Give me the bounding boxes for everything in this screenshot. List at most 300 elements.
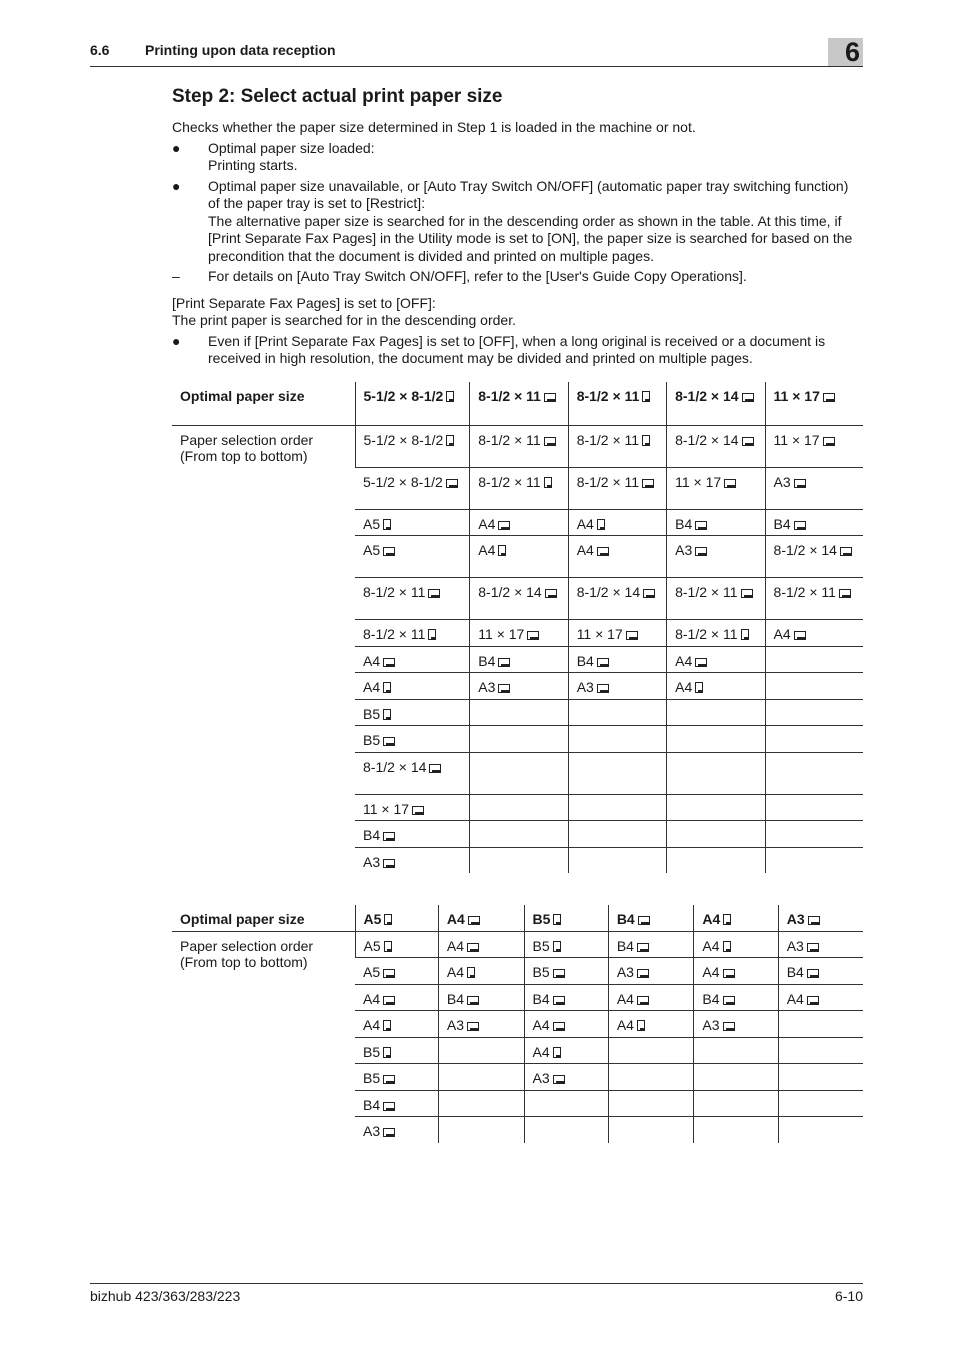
paper-size-text: A4 [446, 964, 465, 980]
portrait-paper-icon [642, 391, 650, 402]
paper-size-text: B4 [786, 964, 804, 980]
table-cell [667, 794, 765, 821]
paper-size-text: 8-1/2 × 11 [478, 431, 541, 448]
bullet-marker: ● [172, 177, 181, 194]
table-cell [694, 1064, 778, 1091]
table-cell [355, 821, 470, 848]
landscape-paper-icon [695, 547, 707, 556]
table-cell [568, 509, 666, 536]
paper-size-text: A3 [616, 964, 634, 980]
landscape-paper-icon [467, 943, 479, 952]
paper-size-text: A4 [675, 679, 693, 695]
table-header-row [172, 382, 863, 426]
landscape-paper-icon [742, 393, 754, 402]
paper-size-text: A4 [478, 515, 496, 532]
paper-size-text: A3 [478, 679, 496, 695]
paper-size-text: B5 [532, 964, 550, 980]
table-cell [470, 620, 568, 647]
column-header [568, 382, 666, 426]
table-cell [667, 821, 765, 848]
table-cell [524, 1117, 608, 1143]
column-header [470, 382, 568, 426]
column-header [524, 905, 608, 931]
table-cell [667, 509, 765, 536]
paper-size-text: A3 [576, 679, 594, 695]
table-cell [694, 984, 778, 1011]
off-note-line: The print paper is searched for in the descending order. [172, 312, 516, 328]
paper-size-text: A4 [532, 1017, 550, 1033]
table-cell [765, 794, 863, 821]
table-cell [355, 467, 470, 509]
paper-size-text: 11 × 17 [773, 431, 820, 448]
paper-size-text: A4 [478, 542, 496, 558]
table-cell [667, 467, 765, 509]
table-cell [470, 726, 568, 753]
landscape-paper-icon [695, 658, 707, 667]
landscape-paper-icon [626, 631, 638, 640]
paper-size-text: A3 [363, 853, 381, 870]
portrait-paper-icon [741, 629, 749, 640]
column-header [765, 382, 863, 426]
landscape-paper-icon [723, 969, 735, 978]
table-cell [355, 536, 470, 578]
portrait-paper-icon [553, 914, 561, 925]
landscape-paper-icon [794, 521, 806, 530]
chapter-number: 6 [844, 37, 860, 67]
portrait-paper-icon [446, 435, 454, 446]
table-cell [355, 984, 438, 1011]
paper-size-text: B5 [363, 1043, 381, 1060]
landscape-paper-icon [807, 943, 819, 952]
paper-size-text: A3 [702, 1017, 720, 1033]
optimal-size-header: Optimal paper size [172, 905, 355, 931]
paper-size-text: A3 [786, 911, 805, 927]
landscape-paper-icon [412, 806, 424, 815]
paper-order-table-2 [172, 905, 863, 1143]
table-row [172, 425, 863, 467]
landscape-paper-icon [794, 631, 806, 640]
table-cell [568, 821, 666, 848]
table-cell [778, 1117, 863, 1143]
off-note-line: [Print Separate Fax Pages] is set to [OFF]: [172, 294, 436, 311]
paper-size-text: B5 [363, 705, 381, 722]
table-cell [694, 1011, 778, 1038]
paper-size-text: B4 [576, 652, 594, 669]
landscape-paper-icon [741, 589, 753, 598]
table-cell [524, 1064, 608, 1091]
landscape-paper-icon [553, 969, 565, 978]
column-header [778, 905, 863, 931]
table-cell [568, 536, 666, 578]
landscape-paper-icon [383, 1075, 395, 1084]
landscape-paper-icon [840, 547, 852, 556]
table-cell [765, 726, 863, 753]
table-cell [568, 794, 666, 821]
paper-size-text: A4 [702, 937, 720, 954]
table-cell [470, 752, 568, 794]
table-cell [667, 425, 765, 467]
paper-size-text: A5 [363, 515, 381, 532]
table-cell [667, 620, 765, 647]
table-cell [355, 931, 438, 958]
landscape-paper-icon [823, 437, 835, 446]
bullet-line: The alternative paper size is searched for in the descending order as shown in the table. At this time, if [Print Separate Fax Pages] in the Utility mode is set to [ON], the paper size is searched for based on the precondition that the document is divided and printed on multiple pages. [208, 212, 853, 264]
landscape-paper-icon [553, 1022, 565, 1031]
landscape-paper-icon [383, 658, 395, 667]
portrait-paper-icon [383, 1047, 391, 1058]
page-title: Step 2: Select actual print paper size [172, 86, 503, 107]
landscape-paper-icon [597, 547, 609, 556]
paper-size-text: A4 [675, 652, 693, 669]
bullet-line: Optimal paper size loaded: [208, 139, 375, 156]
table-cell [470, 578, 568, 620]
paper-size-text: A4 [616, 1017, 634, 1033]
table-cell [778, 1064, 863, 1091]
table-cell [694, 958, 778, 985]
table-cell [470, 847, 568, 873]
table-cell [568, 726, 666, 753]
landscape-paper-icon [383, 1128, 395, 1137]
paper-size-text: 8-1/2 × 11 [478, 473, 541, 490]
table-cell [568, 425, 666, 467]
paper-size-text: 5-1/2 × 8-1/2 [363, 473, 443, 490]
footer-model: bizhub 423/363/283/223 [90, 1288, 241, 1304]
paper-size-text: B4 [675, 515, 693, 532]
bullet-line: Even if [Print Separate Fax Pages] is set to [OFF], when a long original is received or a document is received in high resolution, the document may be divided and printed on multiple pages. [208, 332, 826, 366]
table-cell [765, 646, 863, 673]
portrait-paper-icon [498, 545, 506, 556]
table-cell [608, 1117, 694, 1143]
landscape-paper-icon [553, 996, 565, 1005]
column-header [608, 905, 694, 931]
table-cell [568, 847, 666, 873]
section-title: Printing upon data reception [145, 42, 336, 58]
paper-size-text: B4 [363, 1096, 381, 1113]
column-header [355, 382, 470, 426]
table-cell [355, 1011, 438, 1038]
landscape-paper-icon [807, 969, 819, 978]
table-cell [765, 821, 863, 848]
page-header [90, 42, 863, 67]
landscape-paper-icon [383, 547, 395, 556]
paper-size-text: 11 × 17 [675, 473, 722, 490]
footer-page-number: 6-10 [834, 1288, 863, 1304]
landscape-paper-icon [695, 521, 707, 530]
landscape-paper-icon [724, 479, 736, 488]
table-cell [765, 467, 863, 509]
paper-size-text: A4 [363, 990, 381, 1007]
paper-size-text: 8-1/2 × 11 [576, 473, 640, 490]
table-cell [765, 578, 863, 620]
paper-size-text: 11 × 17 [576, 626, 623, 642]
paper-size-text: B4 [446, 990, 465, 1007]
landscape-paper-icon [383, 832, 395, 841]
paper-size-text: A4 [702, 964, 720, 980]
paper-size-text: 8-1/2 × 14 [675, 387, 739, 404]
table-cell [355, 794, 470, 821]
table-cell [355, 1117, 438, 1143]
table-cell [438, 984, 524, 1011]
table-cell [608, 931, 694, 958]
portrait-paper-icon [544, 477, 552, 488]
landscape-paper-icon [428, 589, 440, 598]
landscape-paper-icon [643, 589, 655, 598]
table-cell [355, 1090, 438, 1117]
landscape-paper-icon [723, 1022, 735, 1031]
landscape-paper-icon [383, 996, 395, 1005]
paper-size-text: 11 × 17 [478, 626, 525, 642]
table-cell [355, 1064, 438, 1091]
table-cell [355, 752, 470, 794]
table-cell [470, 646, 568, 673]
table-cell [524, 931, 608, 958]
paper-size-text: 11 × 17 [773, 387, 820, 404]
landscape-paper-icon [545, 589, 557, 598]
table-cell [778, 1037, 863, 1064]
paper-size-text: A4 [773, 626, 791, 642]
table-cell [355, 699, 470, 726]
landscape-paper-icon [839, 589, 851, 598]
paper-size-text: A3 [773, 473, 791, 490]
paper-size-text: 5-1/2 × 8-1/2 [363, 431, 444, 448]
paper-size-text: A5 [363, 964, 381, 980]
column-header [438, 905, 524, 931]
landscape-paper-icon [383, 859, 395, 868]
portrait-paper-icon [383, 1020, 391, 1031]
landscape-paper-icon [544, 437, 556, 446]
table-cell [608, 958, 694, 985]
bullet-item [172, 140, 863, 175]
bullet-marker: ● [172, 139, 181, 156]
paper-size-text: A3 [532, 1070, 550, 1086]
bullet-item [172, 178, 863, 266]
paper-size-text: A4 [446, 937, 465, 954]
table-cell [667, 578, 765, 620]
paper-size-text: A3 [446, 1017, 465, 1033]
chapter-badge [828, 38, 863, 66]
landscape-paper-icon [823, 393, 835, 402]
table-cell [438, 1011, 524, 1038]
bullet-item [172, 333, 863, 368]
paper-size-text: B5 [363, 1070, 381, 1086]
landscape-paper-icon [723, 996, 735, 1005]
landscape-paper-icon [446, 479, 458, 488]
paper-size-text: 8-1/2 × 14 [478, 584, 542, 600]
paper-size-text: 5-1/2 × 8-1/2 [363, 387, 444, 404]
paper-size-text: A5 [363, 937, 381, 954]
paper-size-text: A3 [363, 1123, 381, 1139]
paper-size-text: 8-1/2 × 11 [576, 431, 640, 448]
table-cell [667, 673, 765, 700]
paper-size-text: 8-1/2 × 11 [363, 626, 426, 642]
paper-size-text: 8-1/2 × 11 [675, 626, 738, 642]
paper-size-text: A3 [786, 937, 804, 954]
paper-size-text: A5 [363, 542, 381, 558]
intro-text: Checks whether the paper size determined in Step 1 is loaded in the machine or not. [172, 119, 696, 135]
table-cell [470, 673, 568, 700]
landscape-paper-icon [742, 437, 754, 446]
table-cell [694, 1090, 778, 1117]
table-cell [667, 699, 765, 726]
dash-item [172, 268, 863, 286]
landscape-paper-icon [383, 1102, 395, 1111]
table-cell [438, 958, 524, 985]
bullet-marker: ● [172, 332, 181, 349]
landscape-paper-icon [429, 764, 441, 773]
paper-size-text: B5 [532, 937, 550, 954]
table-cell [608, 984, 694, 1011]
table-cell [355, 620, 470, 647]
portrait-paper-icon [695, 682, 703, 693]
table-cell [778, 931, 863, 958]
paper-size-text: B4 [616, 937, 634, 954]
table-cell [765, 752, 863, 794]
table-cell [470, 467, 568, 509]
column-header [667, 382, 765, 426]
landscape-paper-icon [794, 479, 806, 488]
paper-size-text: A4 [702, 911, 721, 927]
paper-size-text: B4 [773, 515, 791, 532]
portrait-paper-icon [553, 1047, 561, 1058]
landscape-paper-icon [642, 479, 654, 488]
portrait-paper-icon [384, 941, 392, 952]
landscape-paper-icon [597, 658, 609, 667]
paper-size-text: A4 [363, 652, 381, 669]
dash-marker: – [172, 268, 180, 284]
paper-size-text: 8-1/2 × 14 [773, 542, 837, 558]
paper-size-text: 8-1/2 × 14 [363, 758, 427, 775]
paper-size-text: A5 [363, 911, 382, 927]
table-cell [355, 847, 470, 873]
table-cell [667, 646, 765, 673]
table-cell [568, 467, 666, 509]
table-cell [355, 726, 470, 753]
landscape-paper-icon [498, 521, 510, 530]
landscape-paper-icon [468, 916, 480, 925]
table-cell [778, 984, 863, 1011]
paper-order-table-1 [172, 382, 863, 874]
table-cell [667, 847, 765, 873]
table-row [172, 931, 863, 958]
table-cell [694, 1117, 778, 1143]
table-cell [438, 1037, 524, 1064]
paper-size-text: B5 [363, 732, 381, 748]
portrait-paper-icon [384, 914, 392, 925]
table-cell [470, 699, 568, 726]
table-cell [524, 984, 608, 1011]
landscape-paper-icon [637, 969, 649, 978]
paper-size-text: B4 [363, 827, 381, 843]
paper-size-text: A4 [363, 679, 381, 695]
paper-size-text: A4 [576, 515, 594, 532]
paper-size-text: A4 [576, 542, 594, 558]
table-cell [778, 1090, 863, 1117]
landscape-paper-icon [383, 969, 395, 978]
table-cell [765, 699, 863, 726]
table-cell [765, 673, 863, 700]
paper-size-text: A3 [675, 542, 693, 558]
paper-size-text: A4 [532, 1043, 550, 1060]
bullet-line: Printing starts. [208, 157, 298, 173]
portrait-paper-icon [383, 682, 391, 693]
landscape-paper-icon [807, 996, 819, 1005]
page-footer [90, 1283, 863, 1304]
paper-size-text: A4 [363, 1017, 381, 1033]
selection-order-label: Paper selection order (From top to bottom) [180, 937, 314, 970]
table-cell [470, 425, 568, 467]
portrait-paper-icon [428, 629, 436, 640]
table-cell [524, 1037, 608, 1064]
portrait-paper-icon [597, 519, 605, 530]
main-content [172, 86, 863, 1143]
bullet-line: Optimal paper size unavailable, or [Auto Tray Switch ON/OFF] (automatic paper tray switching function) of the paper tray is set to [Restrict]: [208, 177, 849, 211]
table-cell [355, 578, 470, 620]
table-cell [608, 1011, 694, 1038]
table-cell [765, 620, 863, 647]
table-cell [568, 699, 666, 726]
table-cell [568, 752, 666, 794]
table-cell [608, 1064, 694, 1091]
table-cell [568, 673, 666, 700]
table-cell [355, 425, 470, 467]
portrait-paper-icon [723, 914, 731, 925]
landscape-paper-icon [498, 684, 510, 693]
table-cell [470, 536, 568, 578]
paper-size-text: 8-1/2 × 11 [773, 584, 836, 600]
table-header-row [172, 905, 863, 931]
landscape-paper-icon [553, 1075, 565, 1084]
table-cell [355, 958, 438, 985]
table-cell [667, 752, 765, 794]
column-header [355, 905, 438, 931]
table-cell [608, 1037, 694, 1064]
portrait-paper-icon [467, 967, 475, 978]
table-cell [568, 578, 666, 620]
paper-size-text: A4 [786, 990, 804, 1007]
table-cell [524, 1090, 608, 1117]
landscape-paper-icon [808, 916, 820, 925]
table-cell [438, 931, 524, 958]
table-cell [765, 536, 863, 578]
table-cell [355, 673, 470, 700]
landscape-paper-icon [498, 658, 510, 667]
section-number: 6.6 [90, 42, 110, 58]
table-cell [694, 1037, 778, 1064]
table-cell [778, 1011, 863, 1038]
landscape-paper-icon [597, 684, 609, 693]
table-cell [694, 931, 778, 958]
paper-size-text: 11 × 17 [363, 800, 410, 817]
table-cell [470, 794, 568, 821]
portrait-paper-icon [723, 941, 731, 952]
paper-size-text: 8-1/2 × 14 [675, 431, 739, 448]
paper-size-text: 8-1/2 × 11 [363, 584, 426, 600]
dash-line: For details on [Auto Tray Switch ON/OFF], refer to the [User's Guide Copy Operations]. [208, 268, 747, 284]
table-cell [438, 1117, 524, 1143]
table-cell [355, 1037, 438, 1064]
portrait-paper-icon [553, 941, 561, 952]
table-cell [470, 509, 568, 536]
portrait-paper-icon [446, 391, 454, 402]
paper-size-text: B4 [478, 652, 496, 669]
table-cell [524, 1011, 608, 1038]
paper-size-text: 8-1/2 × 11 [576, 387, 640, 404]
table-cell [608, 1090, 694, 1117]
paper-size-text: 8-1/2 × 11 [675, 584, 738, 600]
table-cell [568, 620, 666, 647]
paper-size-text: A4 [446, 911, 465, 927]
landscape-paper-icon [638, 916, 650, 925]
